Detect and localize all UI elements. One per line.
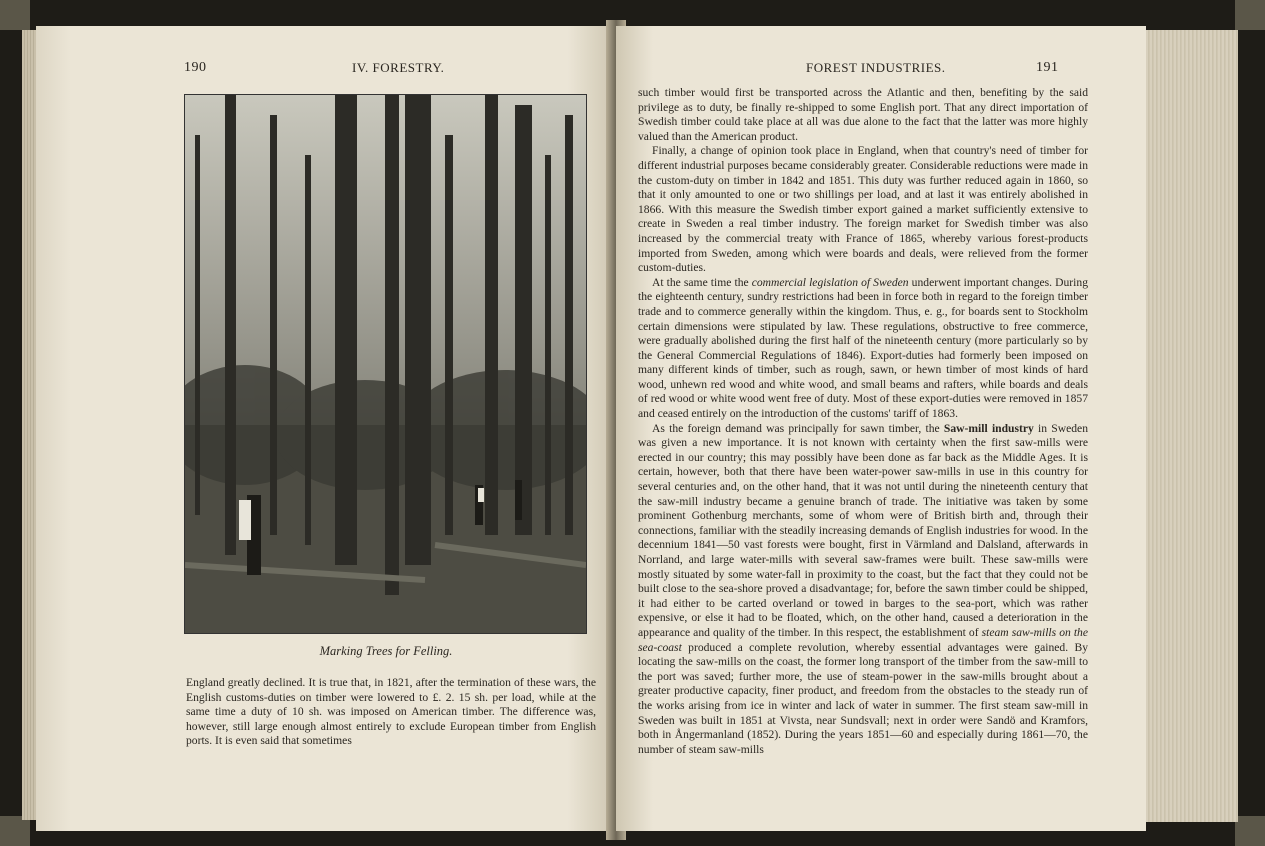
right-page-number: 191	[1036, 60, 1059, 75]
corner-protector	[1235, 816, 1265, 846]
right-page	[616, 26, 1146, 831]
paragraph-1: such timber would first be transported across the Atlantic and then, benefiting by the said privilege as to duty, be finally re-shipped to some English port. That any direct importation of Swedish timber could take place at all was due alone to the fact that the latter was more highly valued than the American product.	[638, 86, 1088, 143]
left-page-body	[186, 676, 596, 749]
right-running-head: FOREST INDUSTRIES.	[806, 60, 946, 75]
paragraph-3-italic: commercial legislation of Sweden	[751, 275, 909, 289]
paragraph-4-bold: Saw-mill industry	[943, 421, 1034, 435]
paragraph-4	[638, 422, 1088, 758]
photo-caption: Marking Trees for Felling.	[319, 644, 453, 658]
right-page-edges	[1146, 30, 1238, 822]
forest-photo-illustration	[185, 95, 586, 633]
corner-protector	[0, 0, 30, 30]
paragraph-4-text-b: in Sweden was given a new importance. It is not known with certainty when the first saw-mills were erected in our country; this may possibly have been done as far back as the Middle Ages. It is certain, however, both that there have been water-power saw-mills in use in this country for several centuries and, on the other hand, that it was not until during the nineteenth century that the saw-mill industry became a genuine branch of trade. The initiative was taken by some prominent Gothenburg merchants, some of whom were of British birth and, through their connections, familiar with the steadily increasing demands of English industries for wood. In the decennium 1841—50 vast forests were bought, first in Värmland and Dalsland, afterwards in Norrland, and large water-mills with several saw-frames were built. These saw-mills were mostly situated by some water-fall in proximity to the coast, but the fact that they could not be built close to the sea-shore proved a disadvantage; for, before the sawn timber could be shipped, it had either to be carted overland or towed in barges to the sea-port, which was rather expensive, or else it had to be floated, which, on the other hand, caused a deterioration in the appearance and quality of the timber. In this respect, the establishment of	[638, 421, 1088, 639]
left-running-head: IV. FORESTRY.	[352, 60, 445, 75]
paragraph-4-italic: steam saw-mills on the sea-coast	[638, 625, 1089, 654]
paragraph-4-text-c: produced a complete revolution, whereby essential advantages were gained. By locating the saw-mills on the coast, the former long transport of the timber from the saw-mill to the port was saved; further more, the use of steam-power in the saw-mills brought about a greater productive capacity, finer product, and freedom from the obstacles to the steady run of the works arising from ice in winter and lack of water in summer. The first steam saw-mill in Sweden was built in 1851 at Vivsta, near Sundsvall; next in order were Sandö and Kramfors, both in Ångermanland (1852). During the years 1851—60 and especially during 1861—70, the number of steam saw-mills	[638, 640, 1088, 756]
left-paragraph: England greatly declined. It is true that, in 1821, after the termination of these wars, the English customs-duties on timber were lowered to £. 2. 15 sh. per load, while at the same time a duty of 10 sh. was imposed on American timber. The difference was, however, still large enough almost entirely to exclude European timber from English ports. It is even said that sometimes	[186, 676, 596, 748]
corner-protector	[0, 816, 30, 846]
right-page-body	[638, 86, 1088, 757]
left-page	[36, 26, 614, 831]
forest-photograph	[184, 94, 587, 634]
paragraph-2: Finally, a change of opinion took place in England, when that country's need of timber for different industrial purposes became considerably greater. Considerable reductions were made in the custom-duty on timber in 1842 and 1851. This duty was further reduced again in 1860, so that it only amounted to one or two shillings per load, and at last it was entirely abolished in 1866. With this measure the Swedish timber export gained a market sufficiently extensive to create in Sweden a real timber industry. The foreign market for Swedish timber was also increased by the commercial treaty with France of 1865, whereby various forest-products imported from Sweden, among which were boards and deals, were relieved from the former custom-duties.	[638, 144, 1088, 275]
paragraph-3-text-a: At the same time the	[652, 275, 752, 289]
left-page-number: 190	[184, 60, 207, 75]
paragraph-4-text-a: As the foreign demand was principally for sawn timber, the	[652, 421, 944, 435]
paragraph-3-text-b: underwent important changes. During the eighteenth century, sundry restrictions had been in force both in regard to the foreign timber trade and to commerce generally within the kingdom. Thus, e. g., for boards sent to Stockholm certain dimensions were stipulated by law. These regulations, obstructive to free commerce, were gradually abolished during the first half of the nineteenth century (more particularly so by the General Commercial Regulations of 1846). Export-duties had formerly been imposed on many different kinds of timber, such as rough, sawn, or hewn timber of most kinds of hard wood, unhewn red wood and white wood, and small beams and rafters, while boards and deals of red wood or white wood went free of duty. Most of these export-duties were removed in 1857 and ceased entirely on the introduction of the customs' tariff of 1863.	[638, 275, 1088, 421]
paragraph-3	[638, 276, 1088, 422]
corner-protector	[1235, 0, 1265, 30]
